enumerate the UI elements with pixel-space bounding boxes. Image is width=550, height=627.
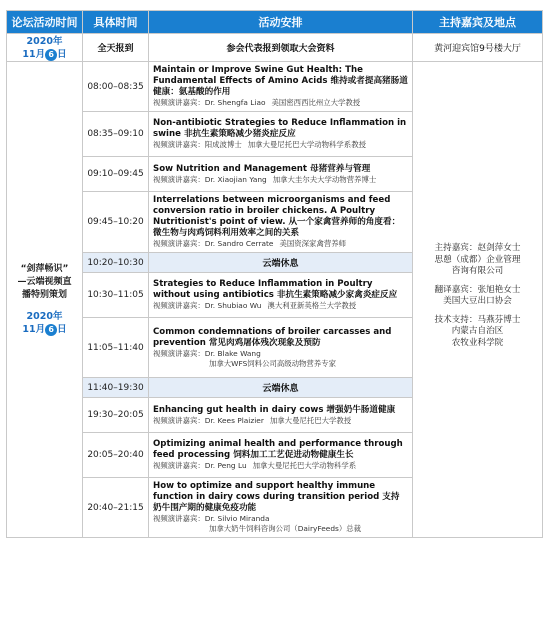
talk-cell [149, 157, 413, 192]
registration-time: 全天报到 [83, 34, 149, 62]
talk-time: 11:05–11:40 [83, 318, 149, 378]
speaker-name: Dr. Kees Plaizier [204, 415, 264, 425]
speaker-name: 阳成波博士 [204, 140, 242, 149]
translator-name: 翻译嘉宾：张旭艳女士 [434, 284, 521, 295]
schedule-table [6, 10, 543, 538]
forum-title-line3: 播特别策划 [21, 290, 67, 300]
talk-title: Interrelations between microorganisms and feed conversion ratio in broiler chickens. A Poultry Nutritionist's point of view. 从一个家禽营养师的角度看：微生物与肉鸡饲料利用效率之间的关系 [153, 195, 401, 238]
talk-speaker-line [153, 140, 408, 150]
speaker-name: Dr. Peng Lu [204, 461, 247, 470]
speaker-label: 视频演讲嘉宾： [153, 514, 205, 523]
date-day-badge: 6 [45, 324, 57, 336]
forum-date [7, 310, 82, 336]
talk-speaker-line [153, 301, 408, 311]
talk-cell [149, 478, 413, 538]
date-day-line [7, 323, 82, 336]
host-info [413, 243, 542, 278]
speaker-affiliation: 加拿大曼尼托巴大学动物科学系 [252, 461, 357, 470]
break-text: 云端休息 [149, 378, 413, 398]
speaker-name: Dr. Shubiao Wu [204, 301, 262, 310]
header-activity: 活动安排 [149, 11, 413, 34]
speaker-name: Dr. Shengfa Liao [204, 98, 266, 107]
speaker-affiliation: 美国资深家禽营养师 [279, 239, 347, 248]
talk-speaker-line [153, 349, 408, 359]
registration-row [7, 34, 543, 62]
header-host-place: 主持嘉宾及地点 [413, 11, 543, 34]
host-org-2: 咨询有限公司 [451, 266, 504, 276]
talk-speaker-line [153, 239, 408, 249]
registration-place: 黄河迎宾馆9号楼大厅 [413, 34, 543, 62]
date-month: 11月 [22, 48, 46, 60]
break-text: 云端休息 [149, 253, 413, 273]
talk-speaker-line [153, 461, 408, 471]
speaker-name: Dr. Silvio Miranda [204, 514, 270, 523]
talk-title: Maintain or Improve Swine Gut Health: The Fundamental Effects of Amino Acids 维持或者提高猪肠道健康：氨基酸的作用 [153, 65, 408, 97]
talk-speaker-line [153, 175, 408, 185]
speaker-label: 视频演讲嘉宾： [153, 98, 205, 107]
speaker-name: Dr. Sandro Cerrate [204, 239, 274, 248]
talk-title: How to optimize and support healthy immune function in dairy cows during transition period 支持奶牛围产期的健康免疫功能 [153, 481, 400, 513]
speaker-affiliation: 加拿大曼尼托巴大学动物科学系教授 [247, 140, 366, 149]
header-specific-time: 具体时间 [83, 11, 149, 34]
talk-title: Non-antibiotic Strategies to Reduce Inflammation in swine 非抗生素策略减少猪炎症反应 [153, 118, 407, 139]
talk-time: 10:30–11:05 [83, 273, 149, 318]
tech-org-2: 农牧业科学院 [451, 337, 504, 348]
talk-time: 08:35–09:10 [83, 112, 149, 157]
speaker-label: 视频演讲嘉宾： [153, 140, 205, 149]
talk-speaker-line [153, 98, 408, 108]
talk-title: Optimizing animal health and performance through feed processing 饲料加工工艺促进动物健康生长 [153, 439, 403, 460]
tech-info [413, 315, 542, 350]
talk-time: 09:10–09:45 [83, 157, 149, 192]
talk-row [7, 62, 543, 112]
tech-name: 技术支持：马燕芬博士 [434, 314, 521, 325]
talk-cell [149, 62, 413, 112]
date-year: 2020年 [26, 35, 63, 47]
speaker-label: 视频演讲嘉宾： [153, 461, 205, 470]
date-day-line [7, 48, 82, 61]
host-name: 主持嘉宾：赵剑萍女士 [434, 243, 521, 253]
speaker-label: 视频演讲嘉宾： [153, 348, 205, 358]
talk-time: 09:45–10:20 [83, 192, 149, 253]
speaker-affiliation: 加拿大圭尔夫大学动物营养博士 [272, 174, 377, 184]
speaker-affiliation: 加拿大WFS饲料公司高级动物营养专家 [209, 358, 336, 368]
date-month: 11月 [22, 324, 46, 335]
date-cell [7, 34, 83, 62]
talk-speaker-line [153, 416, 408, 426]
talk-cell [149, 318, 413, 378]
date-day-badge: 6 [45, 49, 57, 61]
tech-org: 内蒙古自治区 [451, 326, 504, 336]
forum-title-line2: —云端视频直 [17, 277, 72, 287]
header-forum-time: 论坛活动时间 [7, 11, 83, 34]
talk-title: Strategies to Reduce Inflammation in Poultry without using antibiotics 非抗生素策略减少家禽炎症反应 [153, 279, 398, 300]
speaker-label: 视频演讲嘉宾： [153, 174, 205, 184]
talk-time: 20:40–21:15 [83, 478, 149, 538]
speaker-label: 视频演讲嘉宾： [153, 415, 205, 425]
speaker-affiliation: 澳大利亚新英格兰大学教授 [267, 301, 357, 310]
talk-cell [149, 273, 413, 318]
date-year: 2020年 [26, 311, 63, 322]
talk-time: 20:05–20:40 [83, 433, 149, 478]
talk-cell [149, 112, 413, 157]
date-suffix: 日 [57, 48, 67, 60]
talk-cell [149, 398, 413, 433]
registration-text: 参会代表报到领取大会资料 [149, 34, 413, 62]
forum-title [7, 263, 82, 302]
break-time: 10:20–10:30 [83, 253, 149, 273]
speaker-label: 视频演讲嘉宾： [153, 301, 205, 310]
host-cell [413, 62, 543, 538]
talk-cell [149, 433, 413, 478]
speaker-affiliation: 加拿大奶牛饲料咨询公司（DairyFeeds）总裁 [209, 524, 362, 533]
speaker-affiliation: 美国密西西比州立大学教授 [271, 98, 361, 107]
forum-title-line1: “剑萍畅识” [20, 264, 69, 274]
forum-cell [7, 62, 83, 538]
speaker-label: 视频演讲嘉宾： [153, 239, 205, 248]
speaker-affiliation: 加拿大曼尼托巴大学教授 [269, 415, 352, 425]
break-time: 11:40–19:30 [83, 378, 149, 398]
translator-org: 美国大豆出口协会 [443, 296, 512, 306]
talk-speaker-line [153, 514, 408, 524]
talk-cell [149, 192, 413, 253]
speaker-name: Dr. Xiaojian Yang [204, 174, 267, 184]
header-row [7, 11, 543, 34]
talk-time: 08:00–08:35 [83, 62, 149, 112]
host-org: 思憩（成都）企业管理 [434, 254, 521, 265]
talk-title: Sow Nutrition and Management 母猪营养与管理 [153, 163, 371, 174]
talk-title: Common condemnations of broiler carcasses and prevention 常见肉鸡屠体残次现象及预防 [153, 326, 392, 348]
translator-info [413, 285, 542, 308]
talk-time: 19:30–20:05 [83, 398, 149, 433]
talk-title: Enhancing gut health in dairy cows 增强奶牛肠道健康 [153, 404, 396, 415]
speaker-name: Dr. Blake Wang [204, 348, 261, 358]
date-suffix: 日 [57, 324, 67, 335]
